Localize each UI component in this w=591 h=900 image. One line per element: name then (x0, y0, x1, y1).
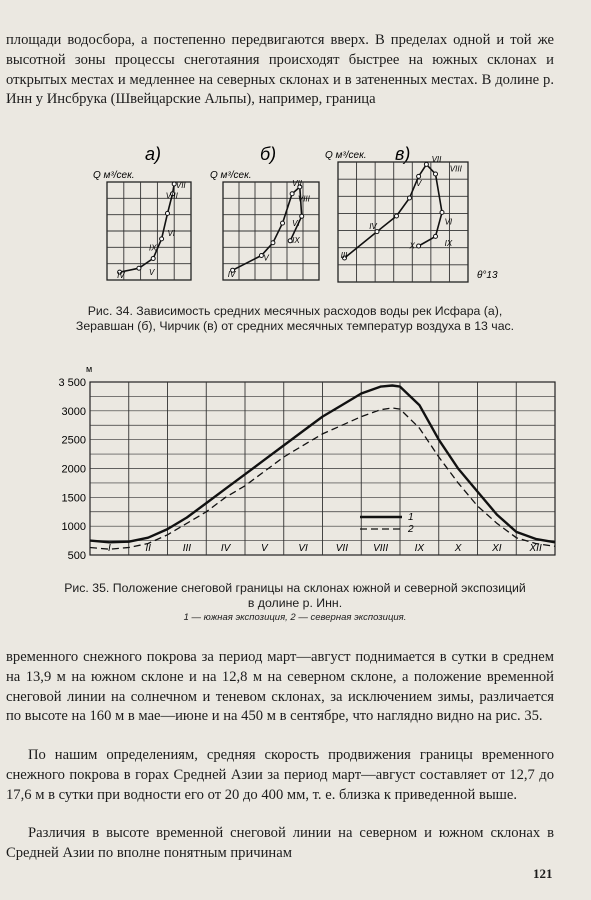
fig34-month-label: IV (117, 271, 125, 281)
figure-34 (85, 140, 505, 290)
fig34-panel-1 (107, 182, 191, 280)
fig34-point (440, 210, 444, 214)
chart-xtick-label: XII (529, 543, 542, 554)
bottom-paragraph-1: временного снежного покрова за период март—август поднимается в сутки в среднем на 13,9 м на южном склоне и на 12,8 м на северном склоне, а положение временной снеговой линии на солнечном и теневом склонах, за исключением зимы, различается по высоте на 160 м в мае—июне и на 450 м в сентябре, что наглядно видно на рис. 35. (6, 649, 554, 725)
fig34-point (417, 244, 421, 248)
bottom-paragraph-3: Различия в высоте временной снеговой линии на северном и южном склонах в Средней Азии по вполне понятным причинам (6, 825, 554, 861)
top-paragraph: площади водосбора, а постепенно передвигаются вверх. В пределах одной и той же высотной зоны процессы снеготаяния происходят быстрее на южных склонах и открытых местах и медленнее на северных склонах и в затененных местах. В долине р. Инн у Инсбрука (Швейцарские Альпы), например, граница (6, 32, 554, 108)
fig34-point (417, 174, 421, 178)
fig34-month-label: VI (167, 228, 176, 238)
fig34-month-label: VIII (165, 191, 178, 201)
chart-xtick-label: IX (414, 543, 425, 554)
fig34-month-label: VIII (449, 164, 462, 174)
fig34-panel-label-b: б) (260, 144, 277, 164)
chart-xtick-label: VI (298, 543, 308, 554)
fig34-month-label: IV (227, 270, 236, 280)
fig34-month-label: VII (431, 155, 442, 164)
fig34-curve (345, 164, 443, 258)
chart-xtick-label: V (261, 543, 268, 554)
fig34-point (160, 237, 164, 241)
fig34-month-label: VII (292, 178, 302, 188)
fig34-xlabel: θ°13 (477, 270, 498, 281)
chart-xtick-label: III (182, 543, 192, 554)
chart-xtick-label: II (145, 543, 151, 554)
fig34-month-label: V (149, 268, 155, 278)
chart-legend (360, 512, 414, 535)
chart-ytick-label: 3 500 (58, 377, 86, 389)
fig34-month-label: VII (175, 180, 186, 190)
fig34-panel-label-v: в) (395, 144, 411, 164)
fig34-point (434, 234, 438, 238)
fig34-month-label: IX (149, 243, 157, 253)
chart-ytick-label: 500 (67, 550, 86, 562)
chart-xtick-label: I (107, 543, 111, 554)
fig34-month-label: V (416, 179, 422, 188)
fig34-month-label: VI (444, 217, 453, 227)
chart-ytick-label: 2500 (61, 434, 86, 447)
fig34-month-label: IX (292, 235, 300, 245)
fig34-point (434, 172, 438, 176)
fig34-point (165, 211, 169, 215)
fig34-point (300, 214, 304, 218)
figure-35-legend-note: 1 — южная экспозиция, 2 — северная экспозиция. (183, 612, 407, 623)
chart-xtick-label: IV (220, 543, 231, 554)
chart-ylabel: м (86, 364, 93, 374)
chart-xtick-label: VIII (373, 543, 389, 554)
figure-35-chart (30, 360, 560, 580)
fig34-point (271, 241, 275, 245)
legend-label-2: 2 (408, 524, 414, 535)
fig34-point (290, 192, 294, 196)
chart-ytick-label: 2000 (61, 463, 86, 476)
fig34-month-label: III (340, 251, 348, 260)
legend-label-1: 1 (408, 512, 414, 523)
chart-ytick-label: 1500 (61, 492, 86, 505)
fig34-month-label: IX (444, 239, 453, 248)
fig34-ylabel-b: Q м³/сек. (210, 170, 252, 181)
fig34-ylabel-a: Q м³/сек. (93, 170, 135, 181)
fig34-ylabel-v: Q м³/сек. (325, 150, 367, 161)
chart-ytick-label: 1000 (61, 521, 86, 534)
fig34-point (281, 221, 285, 225)
fig34-point (395, 214, 399, 218)
chart-xtick-label: XI (492, 543, 502, 554)
fig34-month-label: VIII (297, 194, 310, 204)
fig34-point (424, 162, 428, 166)
chart-xtick-label: VII (335, 543, 348, 554)
fig34-point (137, 266, 141, 270)
fig34-panel-label-a: а) (145, 144, 162, 164)
fig34-month-label: VI (292, 219, 300, 229)
fig34-point (151, 256, 155, 260)
bottom-paragraph-2: По нашим определениям, средняя скорость продвижения границы временного снежного покрова в горах Средней Азии за период март—август составляет от 12,7 до 17,6 м в сутки при водности его от 20 до 400 мм, т. е. близка к приведенной выше. (6, 747, 554, 803)
chart-xtick-label: X (454, 543, 462, 554)
page-number: 121 (533, 866, 553, 881)
figure-35-caption: Рис. 35. Положение снеговой границы на склонах южной и северной экспозиций в долине р. Инн. (64, 581, 526, 610)
figure-34-caption: Рис. 34. Зависимость средних месячных расходов воды рек Исфара (а), Зеравшан (б), Чирчик (в) от средних месячных температур воздуха в 13 час. (75, 304, 515, 333)
fig34-month-label: V (263, 253, 269, 263)
fig34-point (408, 196, 412, 200)
fig34-month-label: IV (369, 222, 377, 232)
fig34-month-label: X (409, 241, 415, 251)
chart-ytick-label: 3000 (61, 405, 86, 418)
